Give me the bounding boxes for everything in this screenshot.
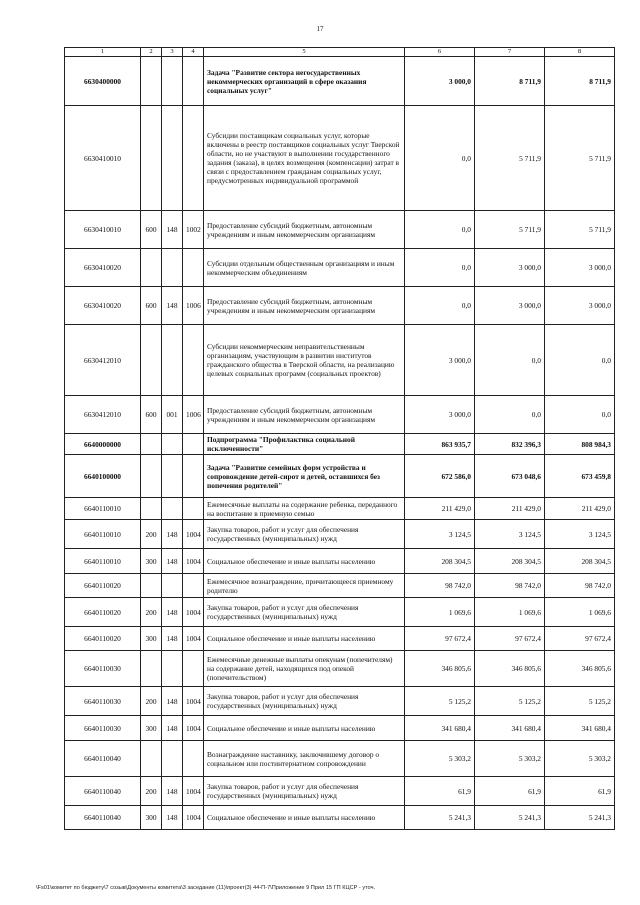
administrator-code: 148 [162, 627, 183, 651]
table-row [65, 777, 615, 806]
administrator-code: 148 [162, 598, 183, 627]
amount-year-3: 5 125,2 [545, 687, 615, 716]
item-name: Социальное обеспечение и иные выплаты населению [204, 806, 405, 830]
section-code: 1004 [183, 716, 204, 741]
item-name: Субсидии некоммерческим неправительственным организациям, участвующим в развитии институтов гражданского общества в Тверской области, на реализацию целевых социальных программ (социальных проектов) [204, 325, 405, 396]
item-name: Закупка товаров, работ и услуг для обеспечения государственных (муниципальных) нужд [204, 687, 405, 716]
expense-type [141, 249, 162, 287]
budget-code: 6630400000 [65, 57, 141, 106]
item-name: Ежемесячное вознаграждение, причитающееся приемному родителю [204, 574, 405, 598]
item-name: Субсидии отдельным общественным организациям и иным некоммерческим объединениям [204, 249, 405, 287]
section-code [183, 741, 204, 777]
expense-type: 300 [141, 716, 162, 741]
amount-year-3: 1 069,6 [545, 598, 615, 627]
administrator-code: 148 [162, 716, 183, 741]
expense-type: 300 [141, 549, 162, 574]
administrator-code: 148 [162, 806, 183, 830]
table-row [65, 574, 615, 598]
item-name: Вознаграждение наставнику, заключившему договор о социальном или постинтернатном сопровождении [204, 741, 405, 777]
administrator-code [162, 498, 183, 520]
table-row [65, 498, 615, 520]
expense-type: 600 [141, 211, 162, 249]
administrator-code: 148 [162, 211, 183, 249]
amount-year-3: 673 459,8 [545, 455, 615, 498]
amount-year-3: 208 304,5 [545, 549, 615, 574]
budget-code: 6640110010 [65, 549, 141, 574]
item-name: Предоставление субсидий бюджетным, автономным учреждениям и иным некоммерческим организациям [204, 211, 405, 249]
amount-year-2: 97 672,4 [475, 627, 545, 651]
expense-type [141, 106, 162, 211]
expense-type [141, 57, 162, 106]
amount-year-2: 5 241,3 [475, 806, 545, 830]
amount-year-3: 8 711,9 [545, 57, 615, 106]
budget-code: 6640110040 [65, 777, 141, 806]
amount-year-2: 5 125,2 [475, 687, 545, 716]
expense-type [141, 741, 162, 777]
expense-type [141, 455, 162, 498]
amount-year-3: 3 124,5 [545, 520, 615, 549]
amount-year-1: 97 672,4 [405, 627, 475, 651]
expense-type [141, 651, 162, 687]
budget-code: 6630412010 [65, 396, 141, 434]
table-row [65, 520, 615, 549]
column-header: 2 [141, 48, 162, 57]
item-name: Ежемесячные денежные выплаты опекунам (попечителям) на содержание детей, находящихся под опекой (попечительством) [204, 651, 405, 687]
section-code: 1004 [183, 806, 204, 830]
amount-year-2: 5 303,2 [475, 741, 545, 777]
amount-year-2: 98 742,0 [475, 574, 545, 598]
expense-type: 600 [141, 287, 162, 325]
table-row [65, 211, 615, 249]
item-name: Социальное обеспечение и иные выплаты населению [204, 549, 405, 574]
budget-code: 6640000000 [65, 434, 141, 455]
column-header: 8 [545, 48, 615, 57]
expense-type: 600 [141, 396, 162, 434]
amount-year-3: 0,0 [545, 396, 615, 434]
item-name: Предоставление субсидий бюджетным, автономным учреждениям и иным некоммерческим организациям [204, 396, 405, 434]
administrator-code: 148 [162, 549, 183, 574]
amount-year-1: 5 241,3 [405, 806, 475, 830]
amount-year-2: 832 396,3 [475, 434, 545, 455]
section-code: 1006 [183, 287, 204, 325]
amount-year-1: 3 000,0 [405, 396, 475, 434]
amount-year-2: 3 000,0 [475, 287, 545, 325]
budget-code: 6640110030 [65, 687, 141, 716]
amount-year-1: 3 124,5 [405, 520, 475, 549]
table-row [65, 651, 615, 687]
section-code: 1004 [183, 777, 204, 806]
amount-year-1: 5 303,2 [405, 741, 475, 777]
amount-year-1: 3 000,0 [405, 325, 475, 396]
table-row [65, 598, 615, 627]
administrator-code [162, 741, 183, 777]
amount-year-1: 0,0 [405, 249, 475, 287]
administrator-code [162, 574, 183, 598]
table-row [65, 106, 615, 211]
amount-year-1: 672 586,0 [405, 455, 475, 498]
budget-code: 6640110040 [65, 741, 141, 777]
budget-code: 6630410020 [65, 287, 141, 325]
section-code [183, 455, 204, 498]
section-code: 1004 [183, 598, 204, 627]
expense-type [141, 498, 162, 520]
section-code: 1004 [183, 627, 204, 651]
budget-code: 6640110020 [65, 627, 141, 651]
amount-year-1: 208 304,5 [405, 549, 475, 574]
section-code [183, 434, 204, 455]
administrator-code [162, 106, 183, 211]
section-code [183, 498, 204, 520]
budget-code: 6630412010 [65, 325, 141, 396]
amount-year-1: 341 680,4 [405, 716, 475, 741]
administrator-code [162, 249, 183, 287]
column-header: 3 [162, 48, 183, 57]
amount-year-2: 208 304,5 [475, 549, 545, 574]
amount-year-3: 0,0 [545, 325, 615, 396]
amount-year-2: 3 124,5 [475, 520, 545, 549]
budget-code: 6640110010 [65, 498, 141, 520]
amount-year-1: 98 742,0 [405, 574, 475, 598]
expense-type [141, 434, 162, 455]
section-code: 1004 [183, 520, 204, 549]
amount-year-3: 341 680,4 [545, 716, 615, 741]
section-code: 1004 [183, 687, 204, 716]
budget-code: 6630410020 [65, 249, 141, 287]
section-code: 1004 [183, 549, 204, 574]
expense-type: 300 [141, 806, 162, 830]
item-name: Закупка товаров, работ и услуг для обеспечения государственных (муниципальных) нужд [204, 777, 405, 806]
item-name: Подпрограмма "Профилактика социальной исключенности" [204, 434, 405, 455]
administrator-code [162, 455, 183, 498]
item-name: Ежемесячные выплаты на содержание ребенка, переданного на воспитание в приемную семью [204, 498, 405, 520]
expense-type [141, 574, 162, 598]
table-row [65, 806, 615, 830]
budget-code: 6640100000 [65, 455, 141, 498]
amount-year-3: 5 303,2 [545, 741, 615, 777]
amount-year-2: 346 805,6 [475, 651, 545, 687]
amount-year-1: 1 069,6 [405, 598, 475, 627]
item-name: Социальное обеспечение и иные выплаты населению [204, 627, 405, 651]
item-name: Задача "Развитие сектора негосударственных некоммерческих организаций в сфере оказания социальных услуг" [204, 57, 405, 106]
item-name: Задача "Развитие семейных форм устройства и сопровождение детей-сирот и детей, оставшихся без попечения родителей" [204, 455, 405, 498]
administrator-code [162, 57, 183, 106]
column-header: 5 [204, 48, 405, 57]
section-code [183, 651, 204, 687]
section-code [183, 106, 204, 211]
amount-year-2: 61,9 [475, 777, 545, 806]
table-row [65, 249, 615, 287]
amount-year-1: 0,0 [405, 287, 475, 325]
table-row [65, 455, 615, 498]
amount-year-3: 3 000,0 [545, 249, 615, 287]
table-row [65, 287, 615, 325]
expense-type: 300 [141, 627, 162, 651]
amount-year-1: 863 935,7 [405, 434, 475, 455]
amount-year-3: 97 672,4 [545, 627, 615, 651]
amount-year-2: 0,0 [475, 396, 545, 434]
amount-year-2: 0,0 [475, 325, 545, 396]
page-number: 17 [316, 25, 324, 33]
administrator-code: 148 [162, 687, 183, 716]
administrator-code: 148 [162, 520, 183, 549]
amount-year-3: 61,9 [545, 777, 615, 806]
amount-year-2: 1 069,6 [475, 598, 545, 627]
expense-type [141, 325, 162, 396]
amount-year-3: 5 711,9 [545, 106, 615, 211]
amount-year-1: 3 000,0 [405, 57, 475, 106]
table-row [65, 716, 615, 741]
budget-code: 6640110010 [65, 520, 141, 549]
budget-table [64, 47, 615, 830]
section-code [183, 249, 204, 287]
column-number-row [65, 48, 615, 57]
budget-code: 6640110020 [65, 598, 141, 627]
table-row [65, 627, 615, 651]
section-code: 1006 [183, 396, 204, 434]
amount-year-2: 5 711,9 [475, 106, 545, 211]
budget-code: 6640110040 [65, 806, 141, 830]
column-header: 1 [65, 48, 141, 57]
amount-year-2: 5 711,9 [475, 211, 545, 249]
table-row [65, 687, 615, 716]
column-header: 6 [405, 48, 475, 57]
amount-year-1: 5 125,2 [405, 687, 475, 716]
expense-type: 200 [141, 598, 162, 627]
column-header: 4 [183, 48, 204, 57]
amount-year-3: 211 429,0 [545, 498, 615, 520]
budget-code: 6640110030 [65, 716, 141, 741]
amount-year-3: 3 000,0 [545, 287, 615, 325]
table-row [65, 396, 615, 434]
expense-type: 200 [141, 777, 162, 806]
amount-year-3: 808 984,3 [545, 434, 615, 455]
section-code: 1002 [183, 211, 204, 249]
table-row [65, 741, 615, 777]
budget-code: 6640110030 [65, 651, 141, 687]
amount-year-3: 346 805,6 [545, 651, 615, 687]
section-code [183, 574, 204, 598]
budget-code: 6630410010 [65, 211, 141, 249]
item-name: Закупка товаров, работ и услуг для обеспечения государственных (муниципальных) нужд [204, 520, 405, 549]
amount-year-1: 211 429,0 [405, 498, 475, 520]
item-name: Субсидии поставщикам социальных услуг, которые включены в реестр поставщиков социальных услуг Тверской области, но не участвуют в выполнении государственного задания (заказа), в целях возмещения (компенсации) затрат в связи с предоставлением гражданам социальных услуг, предусмотренных индивидуальной программой [204, 106, 405, 211]
administrator-code: 001 [162, 396, 183, 434]
amount-year-1: 346 805,6 [405, 651, 475, 687]
administrator-code [162, 651, 183, 687]
amount-year-2: 673 048,6 [475, 455, 545, 498]
amount-year-1: 0,0 [405, 211, 475, 249]
table-row [65, 434, 615, 455]
file-path-footer: \Fs01\комитет по бюджету\7 созыв\Документы комитета\3 заседание (11)\проект(3) 44-П-7\Приложение 9 Прил 15 ГП КЦСР - уточ. [36, 885, 376, 891]
amount-year-2: 3 000,0 [475, 249, 545, 287]
expense-type: 200 [141, 687, 162, 716]
expense-type: 200 [141, 520, 162, 549]
section-code [183, 325, 204, 396]
section-code [183, 57, 204, 106]
budget-code: 6630410010 [65, 106, 141, 211]
item-name: Закупка товаров, работ и услуг для обеспечения государственных (муниципальных) нужд [204, 598, 405, 627]
table-row [65, 57, 615, 106]
amount-year-3: 98 742,0 [545, 574, 615, 598]
amount-year-3: 5 241,3 [545, 806, 615, 830]
administrator-code: 148 [162, 777, 183, 806]
table-row [65, 549, 615, 574]
table-row [65, 325, 615, 396]
amount-year-2: 211 429,0 [475, 498, 545, 520]
administrator-code [162, 325, 183, 396]
administrator-code: 148 [162, 287, 183, 325]
item-name: Предоставление субсидий бюджетным, автономным учреждениям и иным некоммерческим организациям [204, 287, 405, 325]
amount-year-1: 61,9 [405, 777, 475, 806]
administrator-code [162, 434, 183, 455]
item-name: Социальное обеспечение и иные выплаты населению [204, 716, 405, 741]
amount-year-3: 5 711,9 [545, 211, 615, 249]
amount-year-2: 341 680,4 [475, 716, 545, 741]
amount-year-1: 0,0 [405, 106, 475, 211]
column-header: 7 [475, 48, 545, 57]
amount-year-2: 8 711,9 [475, 57, 545, 106]
budget-code: 6640110020 [65, 574, 141, 598]
